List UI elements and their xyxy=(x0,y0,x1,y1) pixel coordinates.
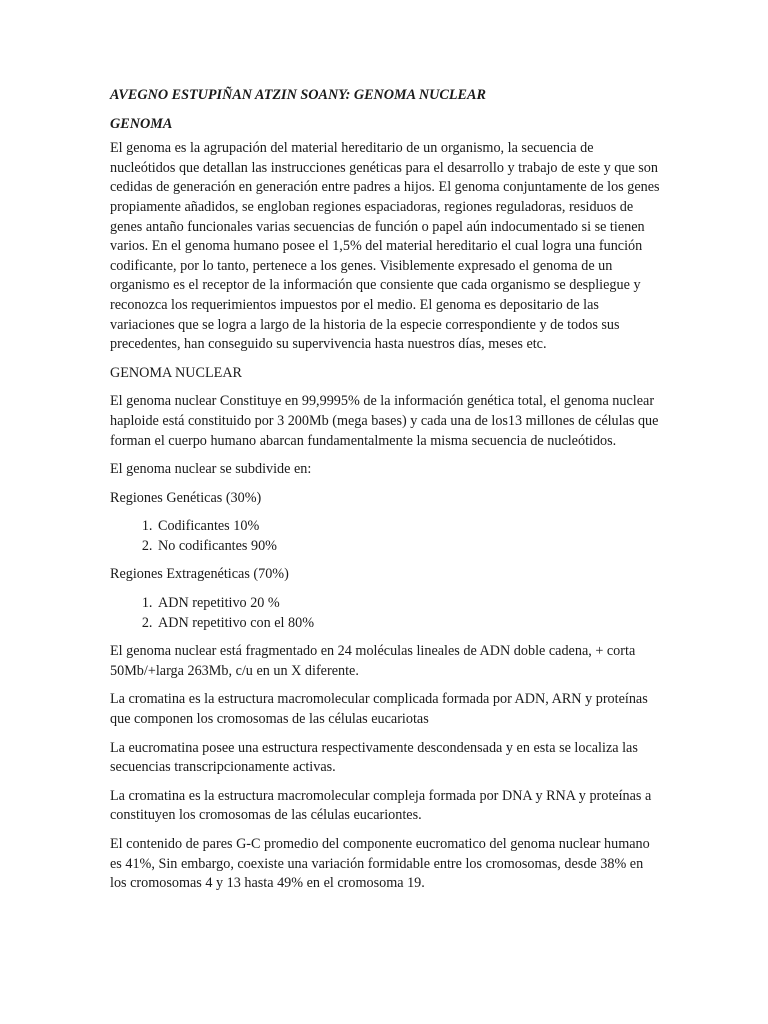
list-item: 2. No codificantes 90% xyxy=(156,537,662,557)
paragraph-genoma-definition: El genoma es la agrupación del material hereditario de un organismo, la secuencia de nucleótidos que detallan las instrucciones genéticas para el desarrollo y trabajo de este y que son cedidas de generación en generación entre padres a hijos. El genoma conjuntamente de los genes propiamente añadidos, se engloban regiones espaciadoras, regiones reguladoras, residuos de genes antaño funcionales varias secuencias de función o papel aún indocumentado si se tienen varios. En el genoma humano posee el 1,5% del material hereditario el cual logra una función codificante, por lo tanto, pertenece a los genes. Visiblemente expresado el genoma de un organismo es el receptor de la información que consiente que cada organismo se despliegue y reconozca los requerimientos impuestos por el medio. El genoma es depositario de las variaciones que se logra a largo de la historia de la especie correspondiente y de todos sus precedentes, han conseguido su supervivencia hasta nuestros días, meses etc. xyxy=(110,140,660,353)
list-item: 1. Codificantes 10% xyxy=(156,517,662,537)
list-item: 1. ADN repetitivo 20 % xyxy=(156,594,662,614)
genetic-regions-list xyxy=(110,517,662,556)
genetic-regions-heading: Regiones Genéticas (30%) xyxy=(110,489,262,506)
extragenetic-regions-heading: Regiones Extragenéticas (70%) xyxy=(110,566,289,583)
extragenetic-regions-list xyxy=(110,594,662,633)
paragraph-cromatina-compleja: La cromatina es la estructura macromolecular compleja formada por DNA y RNA y proteínas a constituyen los cromosomas de las células eucariontes. xyxy=(110,787,652,824)
document-title: AVEGNO ESTUPIÑAN ATZIN SOANY: GENOMA NUCLEAR xyxy=(110,87,486,103)
paragraph-genoma-nuclear: El genoma nuclear Constituye en 99,9995% de la información genética total, el genoma nuclear haploide está constituido por 3 200Mb (mega bases) y cada una de los13 millones de células que forman el cuerpo humano abarcan fundamentalmente la misma secuencia de nucleótidos. xyxy=(110,393,659,449)
paragraph-subdivision: El genoma nuclear se subdivide en: xyxy=(110,461,312,478)
paragraph-gc-content: El contenido de pares G-C promedio del componente eucromatico del genoma nuclear humano es 41%, Sin embargo, coexiste una variación formidable entre los cromosomas, desde 38% en los cromosomas 4 y 13 hasta 49% en el cromosoma 19. xyxy=(110,836,650,892)
paragraph-cromatina: La cromatina es la estructura macromolecular complicada formada por ADN, ARN y proteínas que componen los cromosomas de las células eucariotas xyxy=(110,691,648,728)
list-item: 2. ADN repetitivo con el 80% xyxy=(156,614,662,634)
section-heading-genoma: GENOMA xyxy=(110,115,173,132)
document-page xyxy=(110,86,662,903)
paragraph-eucromatina: La eucromatina posee una estructura respectivamente descondensada y en esta se localiza las secuencias transcripcionamente activas. xyxy=(110,739,638,776)
paragraph-fragmentation: El genoma nuclear está fragmentado en 24 moléculas lineales de ADN doble cadena, + corta 50Mb/+larga 263Mb, c/u en un X diferente. xyxy=(110,643,636,679)
section-heading-genoma-nuclear: GENOMA NUCLEAR xyxy=(110,364,243,381)
